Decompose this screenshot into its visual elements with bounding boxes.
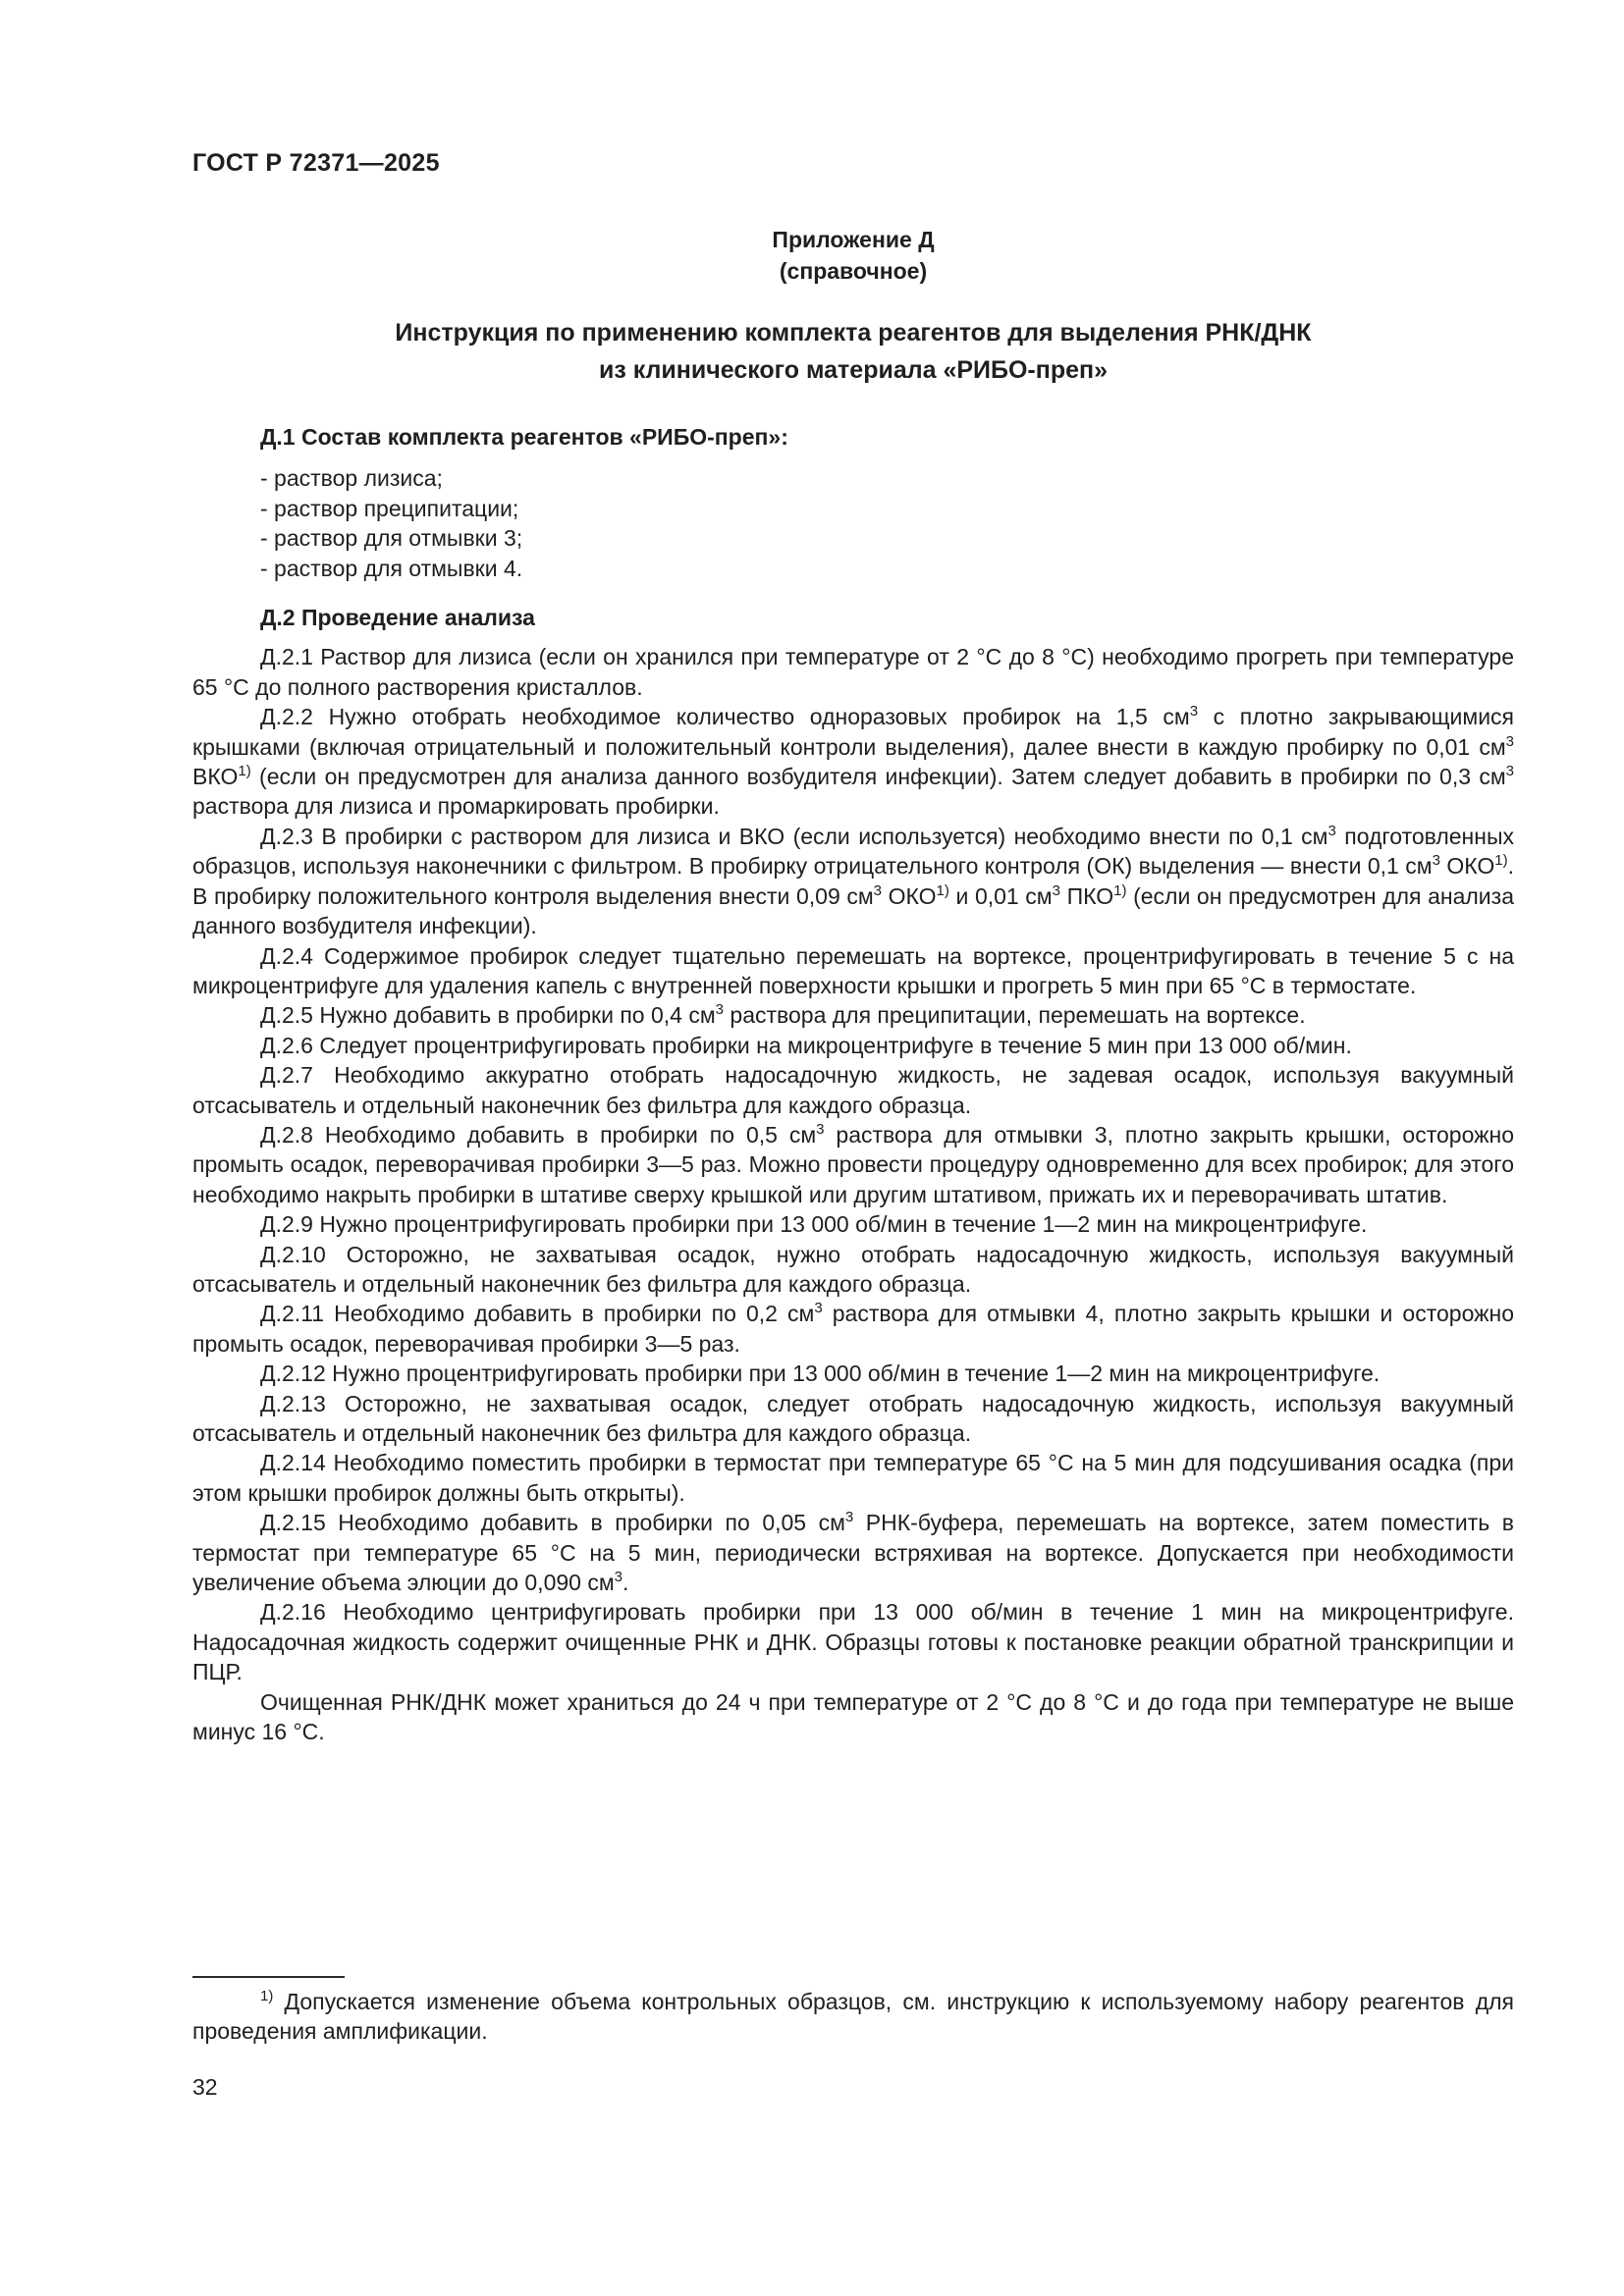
paragraph-storage-note: Очищенная РНК/ДНК может храниться до 24 ч при температуре от 2 °С до 8 °С и до года при температуре не выше минус 16 °С. (192, 1688, 1514, 1745)
appendix-heading (192, 224, 1514, 287)
paragraph-d-2-6: Д.2.6 Следует процентрифугировать пробирки на микроцентрифуге в течение 5 мин при 13 000 об/мин. (260, 1032, 1352, 1058)
paragraph-d-2-12: Д.2.12 Нужно процентрифугировать пробирки при 13 000 об/мин в течение 1—2 мин на микроцентрифуге. (260, 1361, 1380, 1387)
list-item: - раствор для отмывки 4. (260, 555, 523, 581)
document-title-line2: из клинического материала «РИБО-преп» (598, 356, 1109, 384)
paragraph-d-2-7: Д.2.7 Необходимо аккуратно отобрать надосадочную жидкость, не задевая осадок, используя вакуумный отсасыватель и отдельный наконечник без фильтра для каждого образца. (192, 1062, 1514, 1118)
paragraph-d-2-5: Д.2.5 Нужно добавить в пробирки по 0,4 $см^3$ раствора для преципитации, перемешать на вортексе. (260, 1001, 1306, 1029)
footnote: $^{1)}$ Допускается изменение объема контрольных образцов, см. инструкцию к используемому набору реагентов для проведения амплификации. (192, 1988, 1514, 2045)
section-heading-analysis: Д.2 Проведение анализа (260, 605, 535, 631)
paragraph-d-2-4: Д.2.4 Содержимое пробирок следует тщательно перемешать на вортексе, процентрифугировать в течение 5 с на микроцентрифуге для удаления капель с внутренней поверхности крышки и прогреть 5 мин при 65 °С в термостате. (192, 942, 1514, 998)
paragraph-d-2-14: Д.2.14 Необходимо поместить пробирки в термостат при температуре 65 °С на 5 мин для подсушивания осадка (при этом крышки пробирок должны быть открыты). (192, 1450, 1514, 1506)
paragraph-d-2-8: Д.2.8 Необходимо добавить в пробирки по 0,5 $см^3$ раствора для отмывки 3, плотно закрыть крышки, осторожно промыть осадок, переворачивая пробирки 3—5 раз. Можно провести процедуру одновременно для всех пробирок; для этого необходимо накрыть пробирки в штативе сверху крышкой или другим штативом, прижать их и переворачивать штатив. (192, 1120, 1514, 1207)
standard-designation: ГОСТ Р 72371—2025 (192, 149, 440, 177)
document-title-line1: Инструкция по применению комплекта реагентов для выделения РНК/ДНК (395, 319, 1312, 347)
section-heading-composition: Д.1 Состав комплекта реагентов «РИБО-преп»: (260, 424, 788, 450)
paragraph-d-2-11: Д.2.11 Необходимо добавить в пробирки по 0,2 $см^3$ раствора для отмывки 4, плотно закрыть крышки и осторожно промыть осадок, переворачивая пробирки 3—5 раз. (192, 1300, 1514, 1357)
paragraph-d-2-15: Д.2.15 Необходимо добавить в пробирки по 0,05 $см^3$ РНК-буфера, перемешать на вортексе, затем поместить в термостат при температуре 65 °С на 5 мин, периодически встряхивая на вортексе. Допускается при необходимости увеличение объема элюции до 0,090 $см^3$. (192, 1509, 1514, 1596)
document-title (192, 314, 1514, 389)
paragraph-d-2-2: Д.2.2 Нужно отобрать необходимое количество одноразовых пробирок на 1,5 $см^3$ с плотно закрывающимися крышками (включая отрицательный и положительный контроли выделения), далее внести в каждую пробирку по 0,01 $см^3$ ВКО$^{1)}$ (если он предусмотрен для анализа данного возбудителя инфекции). Затем следует добавить в пробирки по 0,3 $см^3$ раствора для лизиса и промаркировать пробирки. (192, 703, 1514, 820)
paragraph-d-2-9: Д.2.9 Нужно процентрифугировать пробирки при 13 000 об/мин в течение 1—2 мин на микроцентрифуге. (260, 1211, 1368, 1238)
reagent-list (192, 463, 1514, 583)
paragraph-d-2-10: Д.2.10 Осторожно, не захватывая осадок, нужно отобрать надосадочную жидкость, используя вакуумный отсасыватель и отдельный наконечник без фильтра для каждого образца. (192, 1241, 1514, 1297)
list-item: - раствор лизиса; (260, 465, 443, 492)
footnote-separator (192, 1976, 345, 1978)
list-item: - раствор преципитации; (260, 495, 519, 521)
page-number: 32 (192, 2074, 218, 2100)
appendix-type: (справочное) (779, 258, 928, 284)
paragraph-d-2-13: Д.2.13 Осторожно, не захватывая осадок, следует отобрать надосадочную жидкость, используя вакуумный отсасыватель и отдельный наконечник без фильтра для каждого образца. (192, 1390, 1514, 1446)
paragraph-d-2-1: Д.2.1 Раствор для лизиса (если он хранился при температуре от 2 °С до 8 °С) необходимо прогреть при температуре 65 °С до полного растворения кристаллов. (192, 644, 1514, 700)
paragraph-d-2-3: Д.2.3 В пробирки с раствором для лизиса и ВКО (если используется) необходимо внести по 0,1 $см^3$ подготовленных образцов, используя наконечники с фильтром. В пробирку отрицательного контроля (ОК) выделения — внести 0,1 $см^3$ ОКО$^{1)}$. В пробирку положительного контроля выделения внести 0,09 $см^3$ ОКО$^{1)}$ и 0,01 $см^3$ ПКО$^{1)}$ (если он предусмотрен для анализа данного возбудителя инфекции). (192, 822, 1515, 939)
list-item: - раствор для отмывки 3; (260, 525, 523, 552)
document-body (192, 422, 1514, 1746)
appendix-title: Приложение Д (772, 227, 935, 252)
paragraph-d-2-16: Д.2.16 Необходимо центрифугировать пробирки при 13 000 об/мин в течение 1 мин на микроцентрифуге. Надосадочная жидкость содержит очищенные РНК и ДНК. Образцы готовы к постановке реакции обратной транскрипции и ПЦР. (192, 1599, 1514, 1685)
